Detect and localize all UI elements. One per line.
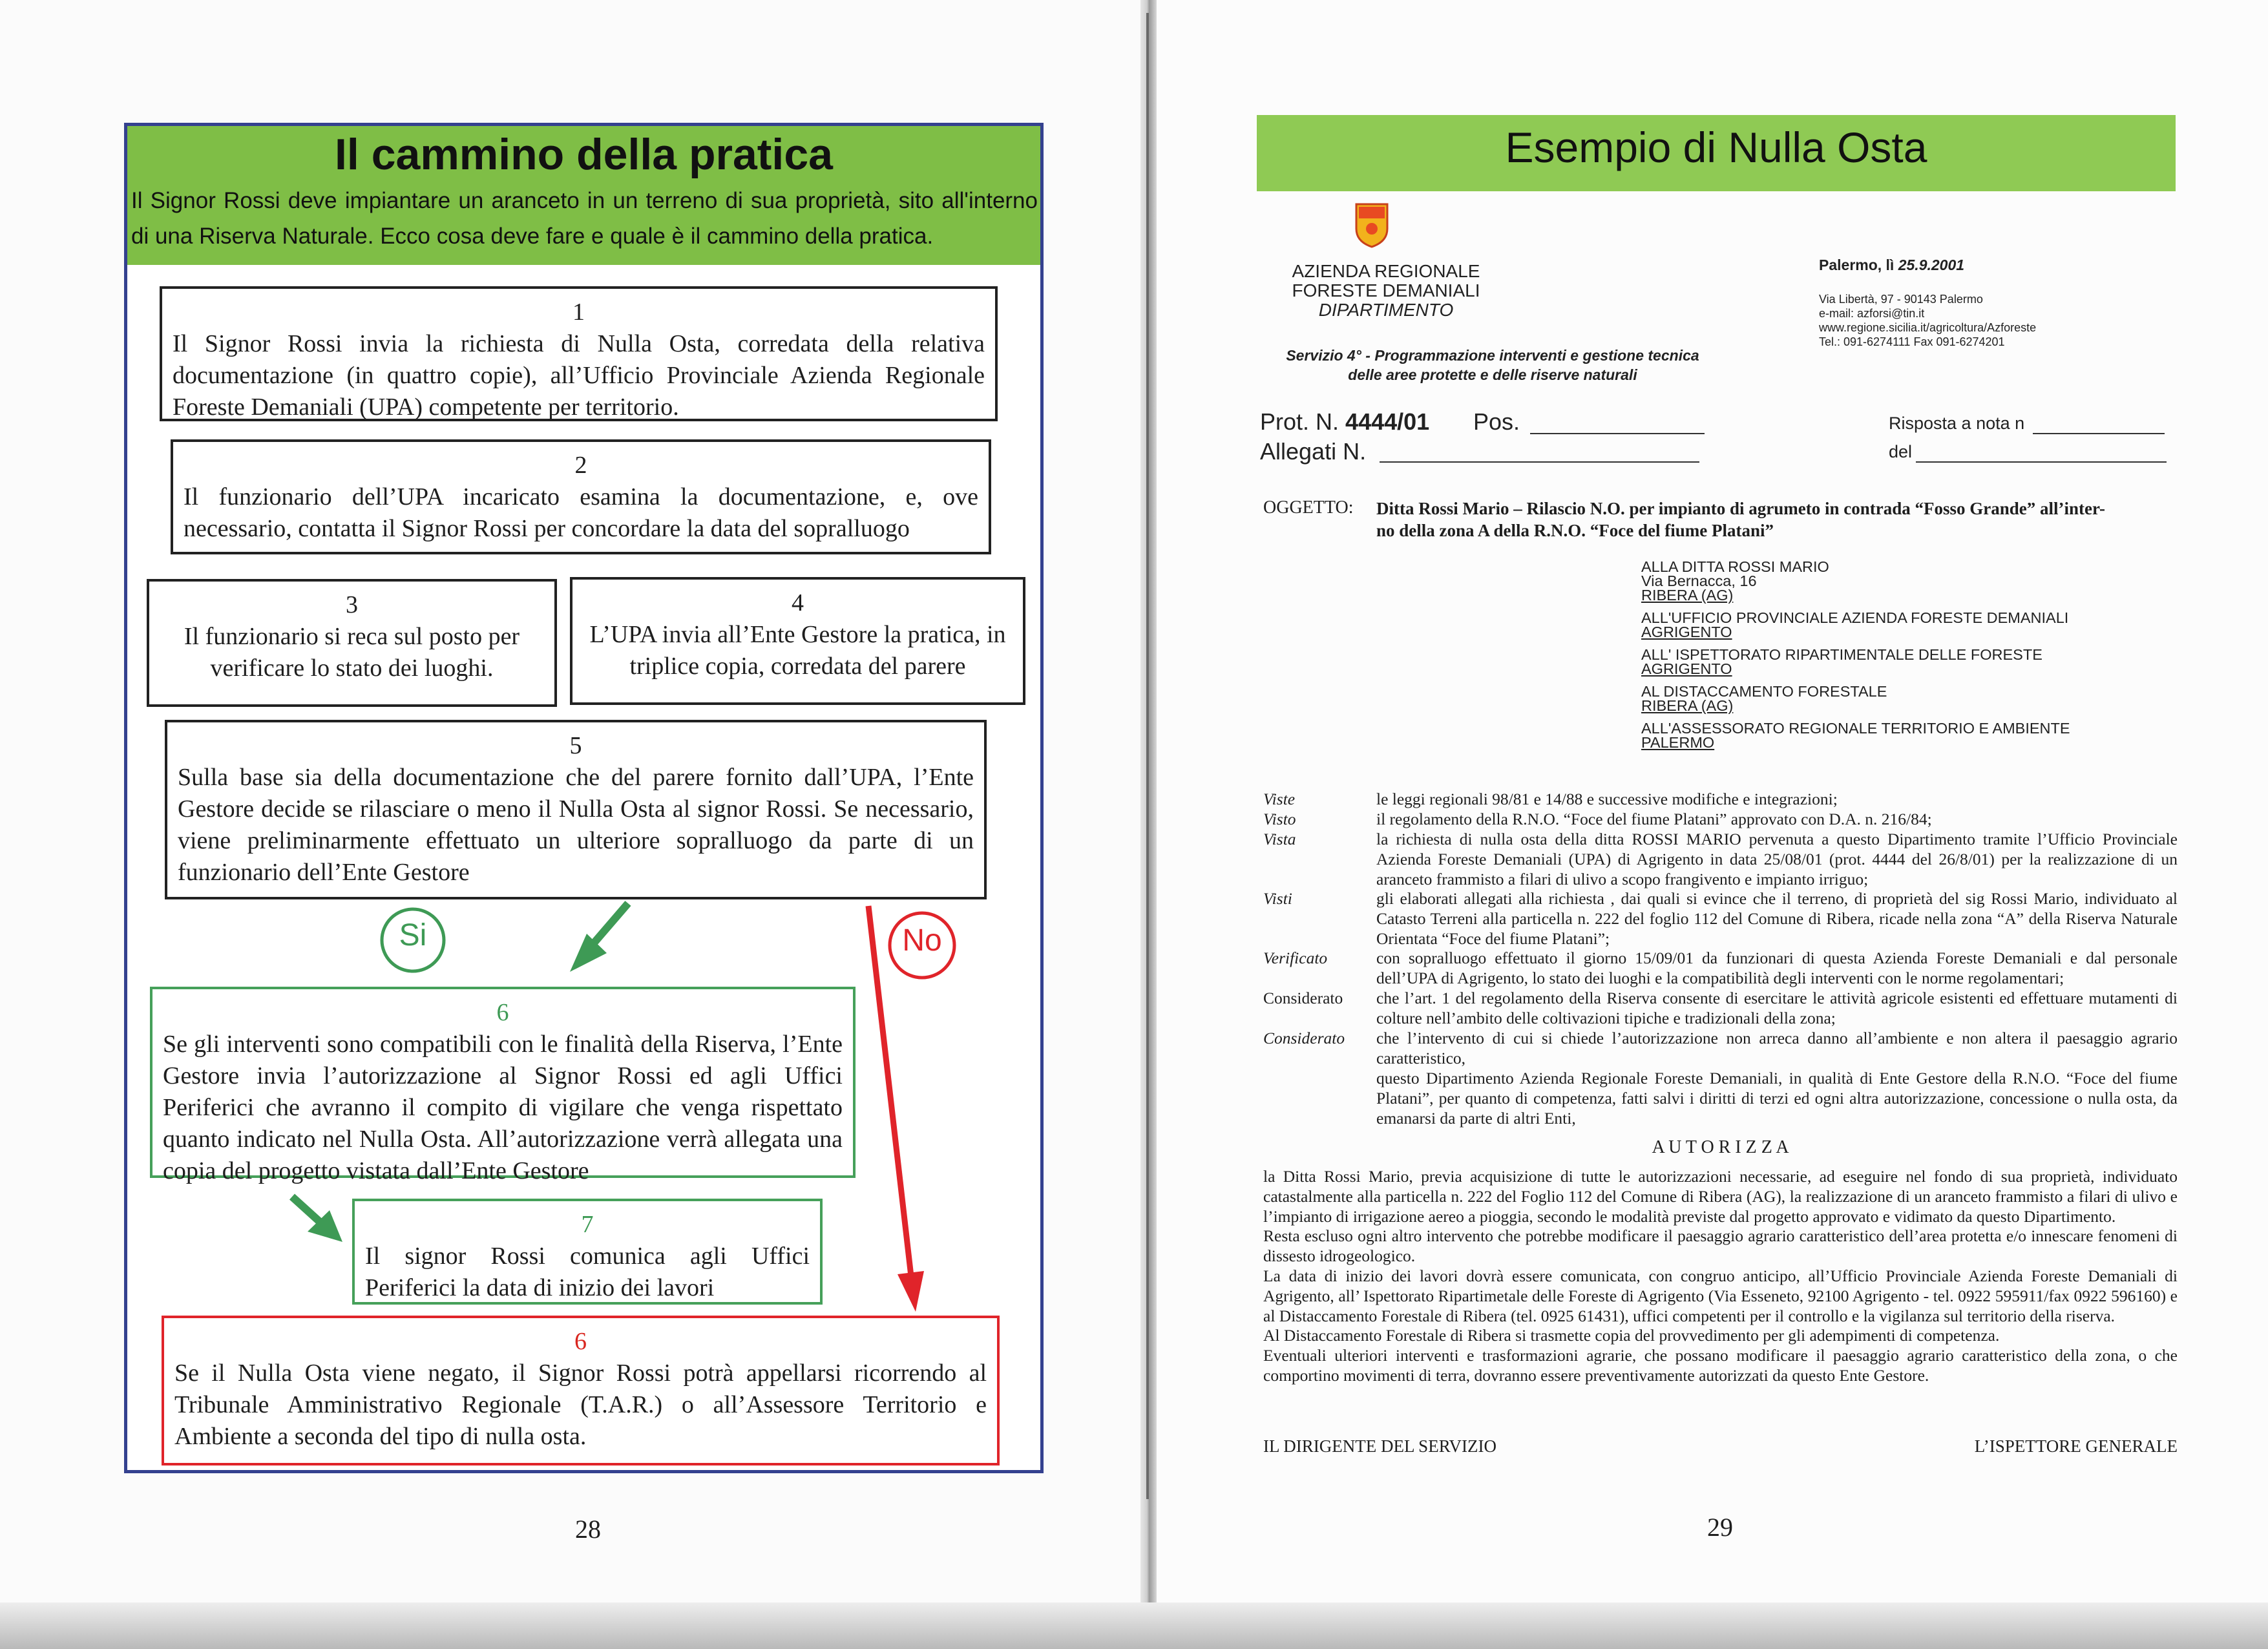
region-crest-icon <box>1354 202 1390 248</box>
protocol-row <box>1260 408 1429 436</box>
signature-right: L’ISPETTORE GENERALE <box>1974 1436 2178 1456</box>
arrow-down-right-icon <box>292 1197 342 1242</box>
no-label: No <box>902 923 942 958</box>
authorization-paragraph: Eventuali ulteriori interventi e trasformazioni agrarie, che possano modificare il paesaggio agrario caratteristico della zona, o che comportino movimenti di terra, dovranno essere preventivamente autorizzati da questo Ente Gestore. <box>1263 1346 2178 1385</box>
org-name-line2: FORESTE DEMANIALI <box>1292 280 1480 300</box>
org-block <box>1257 262 1515 320</box>
oggetto-line2: no della zona A della R.N.O. “Foce del fiume Platani” <box>1376 521 1774 540</box>
del-line <box>1916 461 2167 463</box>
oggetto-label: OGGETTO: <box>1263 498 1354 518</box>
recipient <box>1641 611 2171 639</box>
premise-label: Considerato <box>1263 989 1343 1007</box>
premise-label: Viste <box>1263 790 1296 808</box>
premise-text: la richiesta di nulla osta della ditta ROSSI MARIO pervenuta a questo Dipartimento tramite l’Ufficio Provinciale Azienda Foreste Demaniali (UPA) di Agrigento in data 25/08/01 (prot. 4444 del 26/8/01) per la realizzazione di un aranceto frammisto a filari di ulivo a scopo frangivento e impianto irriguo; <box>1376 830 2178 888</box>
step-text: Il funzionario dell’UPA incaricato esamina la documentazione, e, ove necessario, contatta il Signor Rossi per concordare la data del sopralluogo <box>184 483 978 542</box>
premise-label: Verificato <box>1263 949 1328 967</box>
recipient <box>1641 560 2171 602</box>
premise-label: Considerato <box>1263 1029 1345 1047</box>
step-text: Il Signor Rossi invia la richiesta di Nulla Osta, corredata della relativa documentazione (in quattro copie), all’Ufficio Provinciale Azienda Regionale Foreste Demaniali (UPA) competente per territorio. <box>173 330 985 421</box>
phone-line: Tel.: 091-6274111 Fax 091-6274201 <box>1819 335 2005 348</box>
step-6-denied-box <box>162 1316 1000 1465</box>
premise-text: questo Dipartimento Azienda Regionale Foreste Demaniali, in qualità di Ente Gestore della R.N.O. “Foce del fiume Platani”, per quanto di competenza, fatti salvi i diritti di terzi ed ogni altra autorizzazione, concessione o nulla osta, da emanarsi da parte di altri Enti, <box>1376 1069 2178 1128</box>
authorization-body <box>1263 1167 2178 1386</box>
step-text: Sulla base sia della documentazione che del parere fornito dall’UPA, l’Ente Gestore decide se rilasciare o meno il Nulla Osta al signor Rossi. Se necessario, viene preliminarmente effettuato un ulteriore sopralluogo da parte di un funzionario dell’Ente Gestore <box>178 764 974 886</box>
del-label: del <box>1889 442 1913 461</box>
recipient-name: ALL'UFFICIO PROVINCIALE AZIENDA FORESTE DEMANIALI <box>1641 609 2069 626</box>
step-number: 2 <box>574 452 587 479</box>
step-text: Se il Nulla Osta viene negato, il Signor Rossi potrà appellarsi ricorrendo al Tribunale Amministrativo Regionale (T.A.R.) o all’Assessore Territorio e Ambiente a seconda del tipo di nulla osta. <box>174 1360 987 1450</box>
spine-line <box>1146 13 1149 1499</box>
recipient-city: RIBERA (AG) <box>1641 587 1734 604</box>
recipient-street: Via Bernacca, 16 <box>1641 572 1757 589</box>
recipient <box>1641 647 2171 676</box>
recipient <box>1641 721 2171 750</box>
recipient-city: PALERMO <box>1641 734 1715 751</box>
oggetto-line1: Ditta Rossi Mario – Rilascio N.O. per impianto di agrumeto in contrada “Fosso Grande” all’inter- <box>1376 499 2105 518</box>
step-number: 6 <box>496 999 509 1026</box>
prot-number: 4444/01 <box>1345 408 1430 435</box>
recipients-block <box>1641 560 2171 750</box>
recipient-name: AL DISTACCAMENTO FORESTALE <box>1641 683 1887 700</box>
premise-text: con sopralluogo effettuato il giorno 15/09/01 da funzionari di questa Azienda Foreste Demaniali e dal personale dell’UPA di Agrigento, lo stato dei luoghi e la compatibilità degli interventi con le norme regolamentari; <box>1376 949 2178 987</box>
premise-text: che l’art. 1 del regolamento della Riserva consente di esercitare le attività agricole esistenti ed effettuare mutamenti di colture nell’ambito delle coltivazioni tipiche e tradizionali della zona; <box>1376 989 2178 1027</box>
document-title: Esempio di Nulla Osta <box>1505 123 1927 171</box>
service-block <box>1260 346 1725 384</box>
yes-label: Si <box>399 918 427 952</box>
premise-text: gli elaborati allegati alla richiesta , dai quali si evince che il terreno, di proprietà del sig Rossi Mario, individuato al Catasto Terreni alla particella n. 222 del foglio 112 del Comune di Ribera, ricade nella zona “A” della Riserva Naturale Orientata “Foce del fiume Platani”; <box>1376 889 2178 948</box>
recipient-name: ALL' ISPETTORATO RIPARTIMENTALE DELLE FORESTE <box>1641 646 2042 663</box>
step-number: 5 <box>569 732 582 759</box>
service-line1: Servizio 4° - Programmazione interventi e gestione tecnica <box>1286 347 1699 364</box>
step-number: 1 <box>572 299 585 326</box>
pos-line <box>1530 433 1705 434</box>
address-line: Via Libertà, 97 - 90143 Palermo <box>1819 293 1983 306</box>
email-line: e-mail: azforsi@tin.it <box>1819 307 1925 320</box>
step-text: Se gli interventi sono compatibili con le finalità della Riserva, l’Ente Gestore invia l’autorizzazione al Signor Rossi ed agli Uffici Periferici che avranno il compito di vigilare che venga rispettato quanto indicato nel Nulla Osta. All’autorizzazione verrà allegata una copia del progetto vistata dall’Ente Gestore <box>163 1031 843 1184</box>
step-number: 6 <box>574 1328 587 1355</box>
step-number: 4 <box>792 589 804 616</box>
premise-label: Vista <box>1263 830 1296 848</box>
step-text: L’UPA invia all’Ente Gestore la pratica, in triplice copia, corredata del parere <box>589 621 1006 680</box>
allegati-label: Allegati N. <box>1260 438 1367 465</box>
page-number-left: 28 <box>575 1515 601 1544</box>
premise-label: Visto <box>1263 810 1296 828</box>
address-block <box>1819 292 2036 349</box>
org-name-line1: AZIENDA REGIONALE <box>1292 261 1480 281</box>
place-date-prefix: Palermo, lì <box>1819 257 1898 273</box>
page-number-right: 29 <box>1707 1513 1733 1542</box>
recipient-name: ALLA DITTA ROSSI MARIO <box>1641 558 1829 575</box>
recipient <box>1641 684 2171 713</box>
recipient-name: ALL'ASSESSORATO REGIONALE TERRITORIO E AMBIENTE <box>1641 720 2070 737</box>
recipient-city: AGRIGENTO <box>1641 624 1732 640</box>
intro-text: Il Signor Rossi deve impiantare un aranceto in un terreno di sua proprietà, sito all'interno di una Riserva Naturale. Ecco cosa deve fare e quale è il cammino della pratica. <box>131 188 1038 249</box>
autorizza-heading: A U T O R I Z Z A <box>1652 1137 1789 1157</box>
recipient-city: RIBERA (AG) <box>1641 697 1734 714</box>
premise-text: il regolamento della R.N.O. “Foce del fiume Platani” approvato con D.A. n. 216/84; <box>1376 810 1932 828</box>
page-title: Il cammino della pratica <box>335 130 833 179</box>
authorization-paragraph: la Ditta Rossi Mario, previa acquisizione di tutte le autorizzazioni necessarie, ad eseguire nel fondo di sua proprietà, individuato catastalmente alla particella n. 222 del Foglio 112 del Comune di Ribera (AG), la realizzazione di un aranceto frammisto a filari di ulivo e l’impianto di irrigazione aereo a pioggia, secondo le modalità previste dal progetto approvato e vidimato da questo Dipartimento. <box>1263 1167 2178 1226</box>
authorization-paragraph: La data di inizio dei lavori dovrà essere comunicata, con congruo anticipo, all’Ufficio Provinciale Azienda Foreste Demaniali di Agrigento, all’ Ispettorato Ripartimetale delle Foreste di Agrigento (Via Esseneto, 92100 Agrigento - tel. 0922 595911/fax 0922 596160) e al Distaccamento Forestale di Ribera (tel. 0925 61431), uffici competenti per il controllo e la vigilanza sul territorio della riserva. <box>1263 1266 2178 1325</box>
risposta-label: Risposta a nota n <box>1889 414 2025 433</box>
step-text: Il signor Rossi comunica agli Uffici Periferici la data di inizio dei lavori <box>365 1243 810 1301</box>
step-6-approved-box <box>150 987 856 1184</box>
pos-label: Pos. <box>1473 408 1520 435</box>
oggetto-text <box>1376 498 2181 541</box>
step-number: 3 <box>346 591 358 618</box>
premise-text: le leggi regionali 98/81 e 14/88 e successive modifiche e integrazioni; <box>1376 790 1838 808</box>
step-text: Il funzionario si reca sul posto per verificare lo stato dei luoghi. <box>184 623 520 682</box>
prot-label: Prot. N. <box>1260 408 1339 435</box>
step-number: 7 <box>581 1211 594 1238</box>
recipient-city: AGRIGENTO <box>1641 660 1732 677</box>
place-date <box>1819 257 1964 274</box>
risposta-line <box>2033 433 2165 434</box>
premise-label: Visti <box>1263 889 1292 908</box>
premise-text: che l’intervento di cui si chiede l’autorizzazione non arreca danno all’ambiente e non altera il paesaggio agrario caratteristico, <box>1376 1029 2178 1067</box>
arrow-down-left-icon <box>570 903 628 972</box>
org-name-line3: DIPARTIMENTO <box>1318 300 1454 320</box>
authorization-paragraph: Al Distaccamento Forestale di Ribera si trasmette copia del provvedimento per gli adempimenti di competenza. <box>1263 1326 2000 1345</box>
signature-left: IL DIRIGENTE DEL SERVIZIO <box>1263 1436 1497 1456</box>
allegati-line <box>1380 461 1699 463</box>
authorization-paragraph: Resta escluso ogni altro intervento che potrebbe modificare il paesaggio agrario caratteristico dell’area protetta e/o innescare fenomeni di dissesto idrogeologico. <box>1263 1226 2178 1266</box>
step-7-box <box>352 1199 823 1305</box>
website-line: www.regione.sicilia.it/agricoltura/Azforeste <box>1819 321 2037 334</box>
service-line2: delle aree protette e delle riserve naturali <box>1348 366 1637 383</box>
document-date: 25.9.2001 <box>1898 257 1965 273</box>
